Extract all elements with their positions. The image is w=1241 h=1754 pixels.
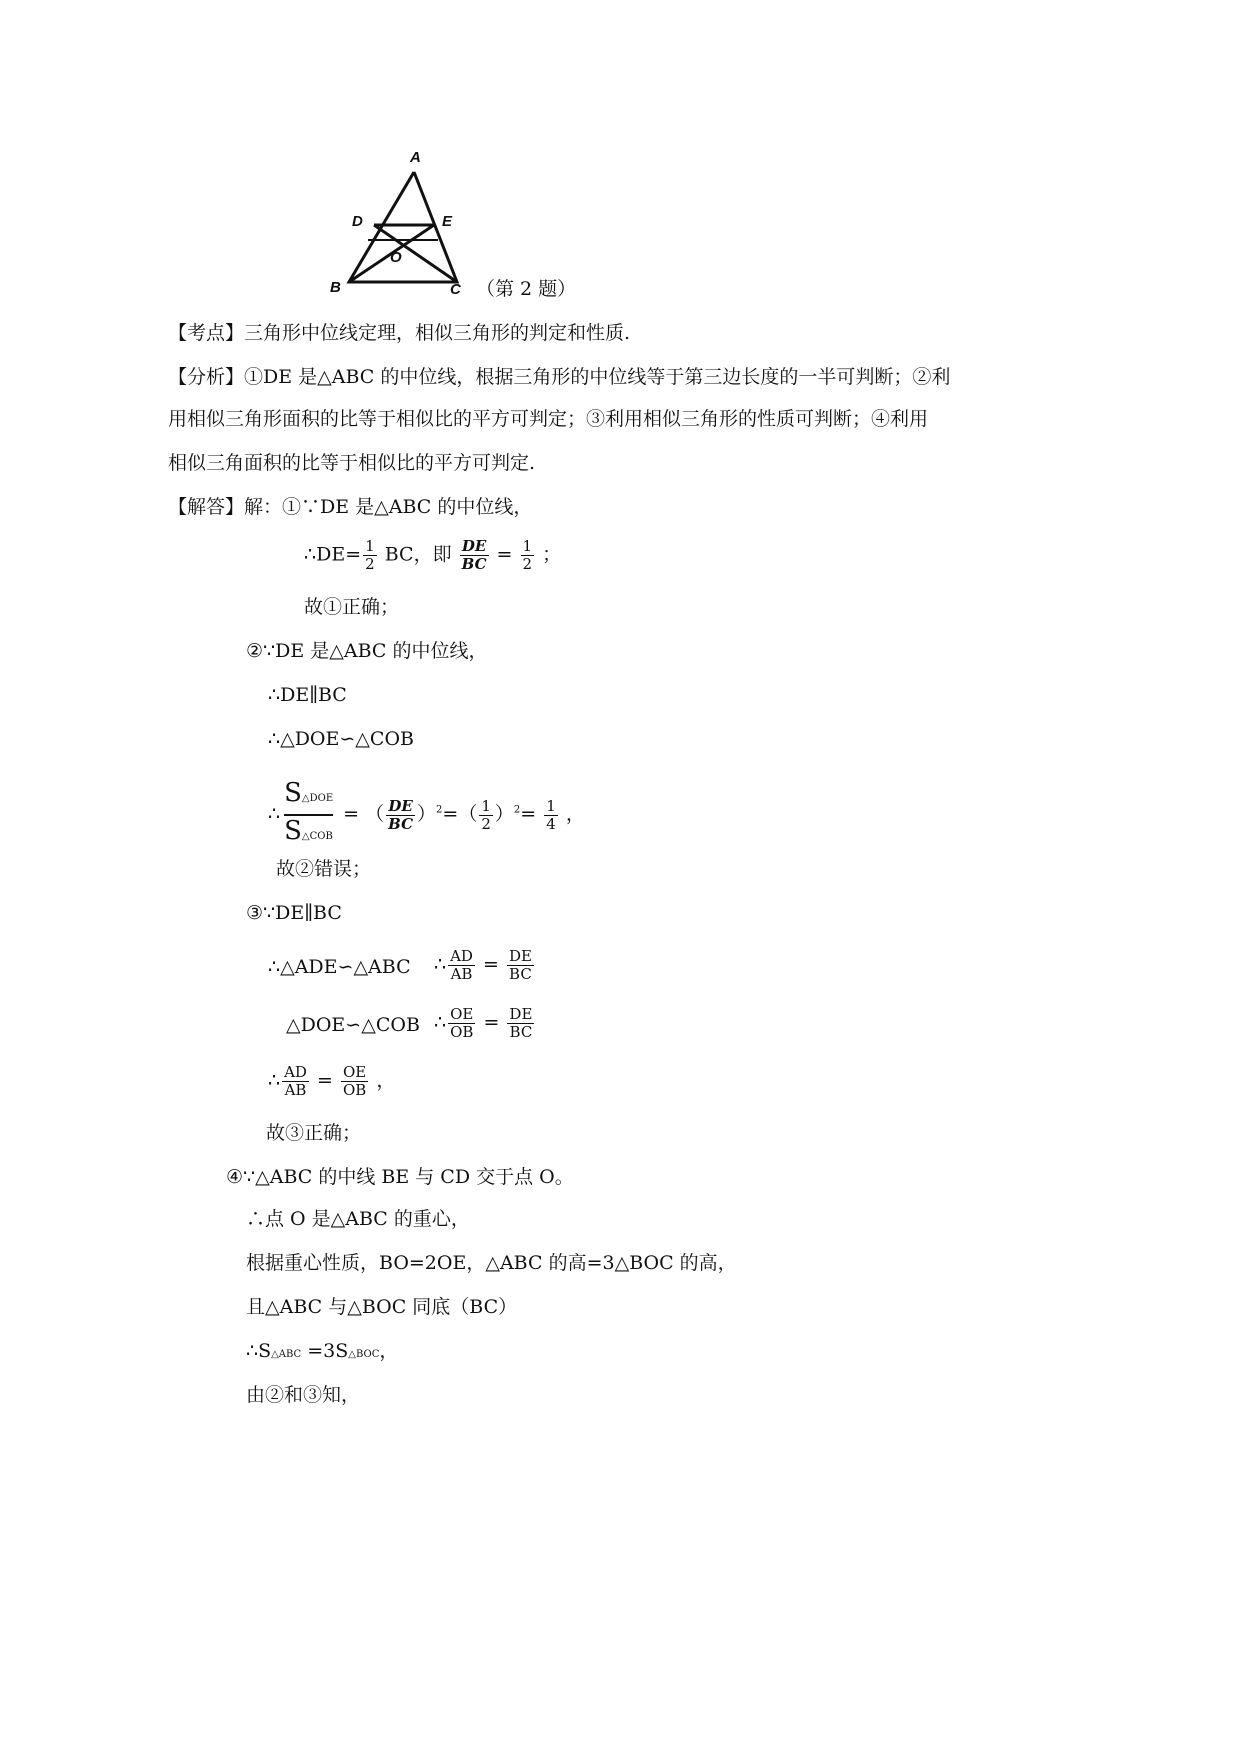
triangle-outline xyxy=(349,172,457,282)
label-o: O xyxy=(390,249,402,266)
fenxi-line-2: 用相似三角形面积的比等于相似比的平方可判定；③利用相似三角形的性质可判断；④利用 xyxy=(168,408,929,430)
frac-num: AD xyxy=(450,947,473,965)
jieda-s4-a: ④∵△ABC 的中线 BE 与 CD 交于点 O。 xyxy=(226,1166,574,1188)
frac-den: BC xyxy=(461,555,487,573)
kaodian-tag: 【考点】 xyxy=(168,322,245,344)
jieda-s2-c: ∴△DOE∽△COB xyxy=(268,728,414,750)
s1-eq: = xyxy=(490,543,519,566)
label-a: A xyxy=(410,150,421,166)
fenxi-tag: 【分析】 xyxy=(168,366,245,388)
frac-de-bc-1 xyxy=(460,538,489,573)
frac-num: 1 xyxy=(365,537,375,555)
label-e: E xyxy=(442,213,453,230)
area-num xyxy=(284,778,333,816)
frac-den: BC xyxy=(509,965,532,983)
fenxi-text-1: ①DE 是△ABC 的中位线，根据三角形的中位线等于第三边长度的一半可判断；②利 xyxy=(244,366,951,388)
jieda-s3-c-ratio xyxy=(434,1006,536,1041)
fenxi-line-3: 相似三角面积的比等于相似比的平方可判定. xyxy=(168,452,536,474)
area-den xyxy=(284,816,333,852)
jieda-s4-d: 且△ABC 与△BOC 同底（BC） xyxy=(246,1296,518,1318)
s2-eq2: =（ xyxy=(442,803,478,825)
frac-num: DE xyxy=(460,538,489,556)
therefore-sign: ∴ xyxy=(268,1069,281,1092)
frac-den: AB xyxy=(450,965,473,983)
label-b: B xyxy=(330,279,341,296)
area-ratio xyxy=(284,778,333,852)
frac-ad-ab-2 xyxy=(282,1064,309,1099)
frac-de-bc-4 xyxy=(507,1006,534,1041)
frac-den: 2 xyxy=(365,555,375,573)
frac-den: OB xyxy=(342,1081,367,1099)
frac-den: 4 xyxy=(546,814,556,833)
kaodian-line xyxy=(168,320,630,346)
jieda-s3-c: △DOE∽△COB xyxy=(286,1014,420,1036)
frac-den: BC xyxy=(388,814,414,833)
s4-e1: ∴S xyxy=(246,1340,272,1362)
s2-eq1: = （ xyxy=(337,803,385,825)
jieda-s1-intro: 解：①∵DE 是△ABC 的中位线， xyxy=(244,496,533,518)
s4-e3: ， xyxy=(379,1340,399,1362)
frac-den: OB xyxy=(450,1023,474,1041)
frac-num: 1 xyxy=(522,537,533,555)
jieda-s2-b: ∴DE∥BC xyxy=(268,684,347,706)
therefore-sign: ∴ xyxy=(268,803,281,825)
s1-semi: ； xyxy=(536,543,562,566)
jieda-s4-e xyxy=(246,1338,398,1368)
comma: ， xyxy=(370,1069,396,1092)
frac-num: 1 xyxy=(546,796,556,815)
frac-half-2 xyxy=(521,538,535,573)
fenxi-line-1 xyxy=(168,364,950,390)
jieda-s3-a: ③∵DE∥BC xyxy=(246,902,342,924)
s1-a: ∴DE= xyxy=(304,543,362,566)
frac-num: DE xyxy=(508,947,532,965)
frac-den: 2 xyxy=(481,814,491,833)
s2-close2: ） xyxy=(494,803,514,825)
jieda-tag: 【解答】 xyxy=(168,496,245,518)
jieda-s1-conclusion: 故①正确； xyxy=(304,596,400,618)
s4-e2: =3S xyxy=(301,1340,349,1362)
jieda-line-1 xyxy=(168,494,532,520)
s2-close1: ） xyxy=(417,803,437,825)
frac-half-1 xyxy=(363,538,377,573)
s4-sub2: △BOC xyxy=(348,1349,380,1360)
s2-eq3: = xyxy=(520,803,543,825)
kaodian-text: 三角形中位线定理，相似三角形的判定和性质. xyxy=(244,322,631,344)
sub-doe: △DOE xyxy=(301,793,334,804)
label-c: C xyxy=(450,281,461,298)
frac-oe-ob-1 xyxy=(448,1006,475,1041)
jieda-s1-formula xyxy=(304,538,561,573)
frac-num: OE xyxy=(448,1006,475,1024)
frac-num: AD xyxy=(284,1063,307,1081)
jieda-s4-c: 根据重心性质，BO=2OE，△ABC 的高=3△BOC 的高， xyxy=(246,1252,737,1274)
jieda-s3-result xyxy=(268,1064,395,1099)
jieda-s2-formula xyxy=(268,778,585,852)
square-sign-1: 2 xyxy=(436,804,443,816)
frac-den: 2 xyxy=(522,555,533,573)
s1-b: BC，即 xyxy=(378,543,458,566)
figure-caption: （第 2 题） xyxy=(476,278,577,300)
frac-ad-ab-1 xyxy=(448,948,475,983)
frac-quarter xyxy=(544,798,558,833)
frac-num: DE xyxy=(509,1005,533,1023)
frac-de-bc-3 xyxy=(507,948,534,983)
frac-half-3 xyxy=(479,798,493,833)
jieda-s3-b: ∴△ADE∽△ABC xyxy=(268,956,411,978)
s-letter: S xyxy=(284,778,302,808)
eq: = xyxy=(477,1011,506,1034)
eq: = xyxy=(310,1069,339,1092)
frac-oe-ob-2 xyxy=(341,1064,368,1099)
eq: = xyxy=(476,953,505,976)
frac-num: DE xyxy=(386,798,415,816)
frac-num: 1 xyxy=(481,796,491,815)
s4-sub1: △ABC xyxy=(271,1349,302,1360)
therefore-sign: ∴ xyxy=(434,1011,447,1034)
jieda-s2-conclusion: 故②错误； xyxy=(276,858,372,880)
jieda-s4-b: ∴点 O 是△ABC 的重心， xyxy=(246,1208,470,1230)
jieda-s3-b-ratio xyxy=(434,948,536,983)
s2-comma: ， xyxy=(559,803,585,825)
sub-cob: △COB xyxy=(301,831,333,842)
square-sign-2: 2 xyxy=(513,804,521,816)
label-d: D xyxy=(352,213,363,230)
frac-num: OE xyxy=(341,1064,368,1082)
frac-den: BC xyxy=(509,1023,533,1041)
therefore-sign: ∴ xyxy=(434,953,447,976)
s-letter: S xyxy=(284,816,302,846)
jieda-s3-conclusion: 故③正确； xyxy=(266,1122,362,1144)
jieda-s2-a: ②∵DE 是△ABC 的中位线， xyxy=(246,640,488,662)
frac-den: AB xyxy=(284,1081,307,1099)
jieda-s4-f: 由②和③知， xyxy=(246,1384,361,1406)
frac-de-bc-2 xyxy=(386,798,415,833)
